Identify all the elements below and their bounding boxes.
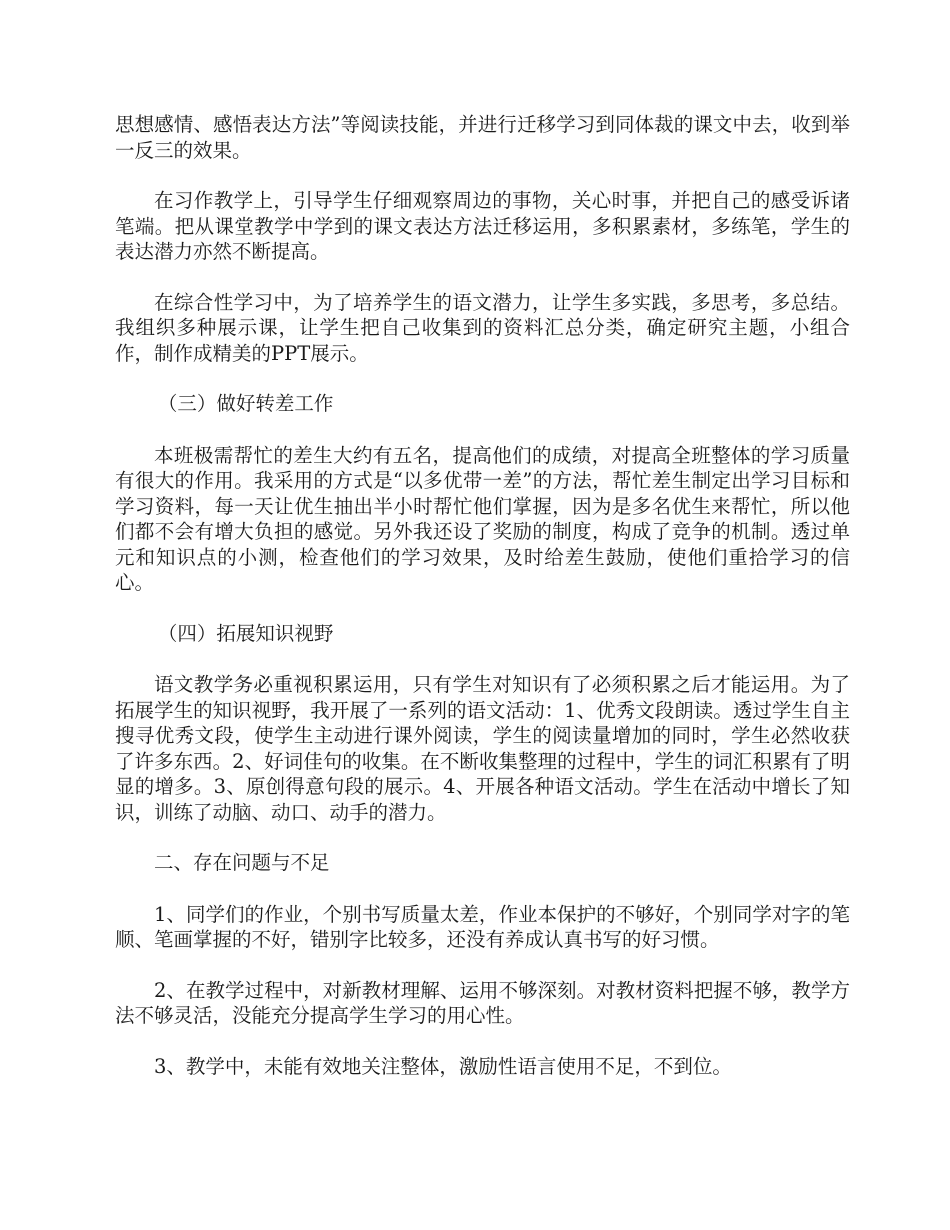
document-body	[115, 112, 850, 1104]
subheading-remedial-work: （三）做好转差工作	[157, 392, 334, 415]
paragraph-problem-2: 2、在教学过程中，对新教材理解、运用不够深刻。对教材资料把握不够，教学方法不够灵活，没能充分提高学生学习的用心性。	[115, 978, 850, 1027]
paragraph-continuation: 思想感情、感悟表达方法”等阅读技能，并进行迁移学习到同体裁的课文中去，收到举一反三的效果。	[115, 113, 850, 162]
paragraph-problem-3: 3、教学中，未能有效地关注整体，激励性语言使用不足，不到位。	[154, 1054, 732, 1078]
subheading-expand-knowledge: （四）拓展知识视野	[157, 621, 334, 645]
paragraph-writing-teaching: 在习作教学上，引导学生仔细观察周边的事物，关心时事，并把自己的感受诉诸笔端。把从课堂教学中学到的课文表达方法迁移运用，多积累素材，多练笔，学生的表达潜力亦然不断提高。	[115, 189, 850, 263]
paragraph-comprehensive-learning: 在综合性学习中，为了培养学生的语文潜力，让学生多实践，多思考，多总结。我组织多种展示课，让学生把自己收集到的资料汇总分类，确定研究主题，小组合作，制作成精美的PPT展示。	[115, 290, 850, 365]
paragraph-expand-knowledge: 语文教学务必重视积累运用，只有学生对知识有了必须积累之后才能运用。为了拓展学生的知识视野，我开展了一系列的语文活动：1、优秀文段朗读。透过学生自主搜寻优秀文段，使学生主动进行课外阅读，学生的阅读量增加的同时，学生必然收获了许多东西。2、好词佳句的收集。在不断收集整理的过程中，学生的词汇积累有了明显的增多。3、原创得意句段的展示。4、开展各种语文活动。学生在活动中增长了知识，训练了动脑、动口、动手的潜力。	[115, 673, 850, 824]
paragraph-problem-1: 1、同学们的作业，个别书写质量太差，作业本保护的不够好，个别同学对字的笔顺、笔画掌握的不好，错别字比较多，还没有养成认真书写的好习惯。	[115, 902, 850, 951]
paragraph-remedial-work: 本班极需帮忙的差生大约有五名，提高他们的成绩，对提高全班整体的学习质量有很大的作用。我采用的方式是“以多优带一差”的方法，帮忙差生制定出学习目标和学习资料，每一天让优生抽出半小时帮忙他们掌握，因为是多名优生来帮忙，所以他们都不会有增大负担的感觉。另外我还设了奖励的制度，构成了竞争的机制。透过单元和知识点的小测，检查他们的学习效果，及时给差生鼓励，使他们重拾学习的信心。	[115, 443, 850, 594]
section-heading-problems: 二、存在问题与不足	[154, 851, 330, 874]
